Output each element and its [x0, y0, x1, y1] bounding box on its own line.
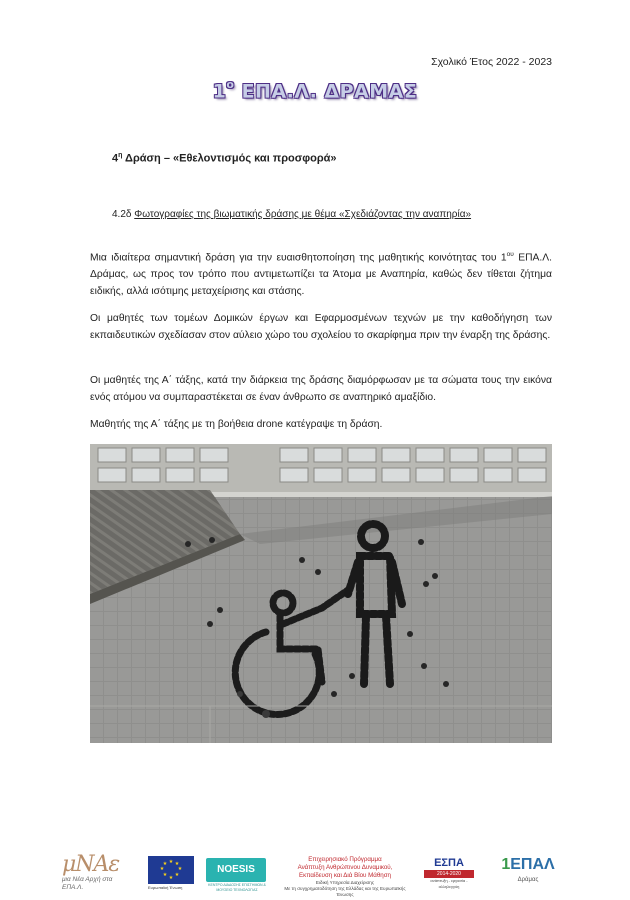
- drone-photo: [90, 444, 552, 743]
- epal-drama-logo: [498, 854, 558, 898]
- paragraph-drone: Μαθητής της Α΄ τάξης με τη βοήθεια drone κατέγραψε τη δράση.: [90, 419, 383, 430]
- footer-logos: [0, 850, 630, 900]
- svg-text:★: ★: [162, 872, 168, 878]
- svg-text:★: ★: [159, 866, 165, 872]
- action-title: Δράση – «Εθελοντισμός και προσφορά»: [122, 152, 337, 165]
- mne-logo-mark: μΝΑε: [62, 852, 120, 877]
- action-heading: [112, 152, 337, 165]
- ep-line-5: Με τη συγχρηματοδότηση της Ελλάδας και της Ευρωπαϊκής Ένωσης: [284, 886, 406, 897]
- svg-text:★: ★: [174, 861, 180, 867]
- ep-line-3: Εκπαίδευση και Διά Βίου Μάθηση: [299, 872, 391, 879]
- espa-years: 2014-2020: [424, 870, 474, 878]
- caption-number: 4.2δ: [112, 209, 132, 220]
- title-rest: ΕΠΑ.Λ. ΔΡΑΜΑΣ: [234, 80, 418, 103]
- ep-line-4: Ειδική Υπηρεσία Διαχείρισης: [315, 880, 375, 885]
- paragraph-sketch: Οι μαθητές των τομέων Δομικών έργων και Εφαρμοσμένων τεχνών με την καθοδήγηση των εκπαιδευτικών σχεδίασαν στον αύλειο χώρο του σχολείου το σκαρίφημα πριν την έναρξη της δράσης.: [90, 313, 552, 341]
- title-number: 1: [212, 80, 227, 103]
- drone-photo-illustration: [90, 444, 552, 743]
- mne-logo-caption: μια Νέα Αρχή στα ΕΠΑ.Λ.: [62, 876, 113, 891]
- eu-caption: Ευρωπαϊκή Ένωση: [148, 885, 183, 890]
- espa-caption: ανάπτυξη - εργασία - αλληλεγγύη: [430, 878, 468, 889]
- svg-text:★: ★: [174, 872, 180, 878]
- espa-logo: [424, 856, 474, 896]
- svg-text:★: ★: [177, 866, 183, 872]
- svg-text:★: ★: [168, 875, 174, 881]
- eu-logo: [148, 856, 194, 894]
- noesis-caption: ΚΕΝΤΡΟ ΔΙΑΔΟΣΗΣ ΕΠΙΣΤΗΜΩΝ & ΜΟΥΣΕΙΟ ΤΕΧΝΟΛΟΓΙΑΣ: [208, 883, 266, 892]
- eu-flag-icon: [148, 856, 194, 884]
- noesis-wordmark: NOESIS: [206, 858, 266, 882]
- epal-one: 1: [501, 856, 511, 873]
- school-year: Σχολικό Έτος 2022 - 2023: [431, 56, 552, 68]
- action-sup: η: [118, 152, 123, 159]
- paragraph-intro: [90, 246, 552, 300]
- epal-caption: Δράμας: [517, 877, 539, 883]
- svg-text:★: ★: [168, 859, 174, 865]
- epal-wordmark: [498, 854, 558, 876]
- photo-caption: [112, 209, 471, 220]
- action-number: 4: [112, 152, 119, 165]
- ep-line-2: Ανάπτυξη Ανθρώπινου Δυναμικού,: [297, 864, 393, 871]
- title-sup: ο: [226, 78, 235, 91]
- espa-wordmark: ΕΣΠΑ: [434, 857, 464, 869]
- p1-sup: ου: [506, 251, 514, 258]
- operational-programme-logo: [278, 856, 412, 896]
- p1-part-b: ΕΠΑ.Λ. Δράμας, ως προς τον τρόπο που αντιμετωπίζει τα Άτομα με Αναπηρία, καθώς δεν τίθεται ζήτημα ειδικής, αλλά ισότιμης μεταχείρισης και στάσης.: [90, 252, 552, 298]
- mne-logo: [62, 854, 126, 898]
- caption-text: Φωτογραφίες της βιωματικής δράσης με θέμα «Σχεδιάζοντας την αναπηρία»: [134, 209, 472, 220]
- epal-rest: ΕΠΑΛ: [510, 856, 555, 873]
- paragraph-formation: Οι μαθητές της Α΄ τάξης, κατά την διάρκεια της δράσης διαμόρφωσαν με τα σώματα τους την εικόνα ενός ατόμου να συμπαραστέκεται σε έναν άνθρωπο σε αναπηρικό αμαξίδιο.: [90, 375, 552, 403]
- noesis-logo: [206, 858, 268, 892]
- svg-text:★: ★: [162, 861, 168, 867]
- ep-line-1: Επιχειρησιακό Πρόγραμμα: [308, 856, 382, 863]
- p1-part-a: Μια ιδιαίτερα σημαντική δράση για την ευαισθητοποίηση της μαθητικής κοινότητας του 1: [90, 252, 507, 264]
- school-title: [0, 80, 630, 102]
